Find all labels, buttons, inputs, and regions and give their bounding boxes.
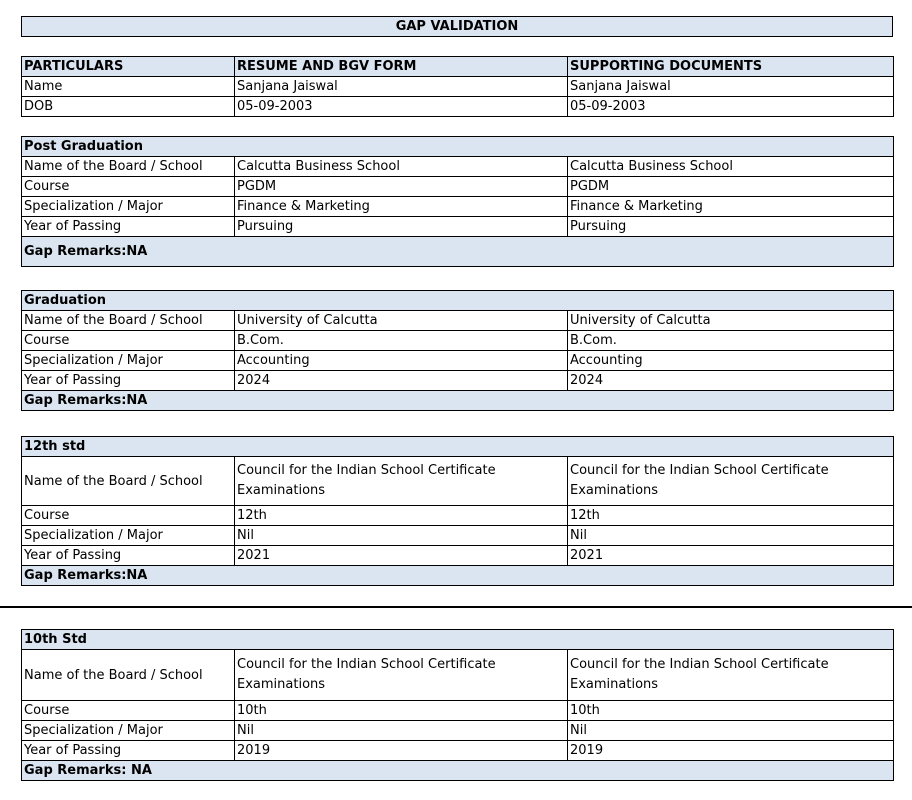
resume-value: 05-09-2003 [235, 97, 568, 117]
row-label: Name of the Board / School [22, 650, 235, 701]
row-label: Name of the Board / School [22, 157, 235, 177]
docs-value: Sanjana Jaiswal [568, 77, 894, 97]
docs-value: Pursuing [568, 217, 894, 237]
resume-value: 10th [235, 701, 568, 721]
resume-value: 2021 [235, 546, 568, 566]
gap-remarks: Gap Remarks:NA [22, 237, 894, 267]
table-row [22, 371, 894, 391]
docs-value: Council for the Indian School Certificate Examinations [568, 457, 894, 506]
table-row [22, 701, 894, 721]
section-title: 12th std [22, 437, 894, 457]
row-label: Year of Passing [22, 217, 235, 237]
row-label: Specialization / Major [22, 351, 235, 371]
docs-value: Accounting [568, 351, 894, 371]
row-label: Specialization / Major [22, 721, 235, 741]
row-label: Specialization / Major [22, 526, 235, 546]
page-break-divider [0, 606, 912, 608]
resume-value: University of Calcutta [235, 311, 568, 331]
header-row [22, 57, 894, 77]
docs-value: 2021 [568, 546, 894, 566]
table-row [22, 157, 894, 177]
docs-value: 2019 [568, 741, 894, 761]
row-label: Specialization / Major [22, 197, 235, 217]
post-graduation-table [21, 136, 894, 267]
resume-value: 12th [235, 506, 568, 526]
table-row [22, 97, 894, 117]
gap-remarks: Gap Remarks: NA [22, 761, 894, 781]
table-row [22, 177, 894, 197]
docs-value: PGDM [568, 177, 894, 197]
resume-value: Council for the Indian School Certificate Examinations [235, 457, 568, 506]
docs-value: Nil [568, 721, 894, 741]
gap-remarks: Gap Remarks:NA [22, 391, 894, 411]
header-particulars: PARTICULARS [22, 57, 235, 77]
resume-value: Calcutta Business School [235, 157, 568, 177]
row-label: Course [22, 506, 235, 526]
resume-value: Accounting [235, 351, 568, 371]
row-label: DOB [22, 97, 235, 117]
header-resume: RESUME AND BGV FORM [235, 57, 568, 77]
table-row [22, 546, 894, 566]
table-row [22, 721, 894, 741]
table-row [22, 311, 894, 331]
title-table [21, 16, 893, 37]
graduation-table [21, 290, 894, 411]
resume-value: Pursuing [235, 217, 568, 237]
resume-value: 2024 [235, 371, 568, 391]
tenth-table [21, 629, 894, 781]
table-row [22, 526, 894, 546]
section-title: Post Graduation [22, 137, 894, 157]
table-row [22, 77, 894, 97]
resume-value: Nil [235, 721, 568, 741]
table-row [22, 197, 894, 217]
resume-value: Finance & Marketing [235, 197, 568, 217]
table-row [22, 457, 894, 506]
table-row [22, 217, 894, 237]
docs-value: B.Com. [568, 331, 894, 351]
row-label: Name [22, 77, 235, 97]
resume-value: Nil [235, 526, 568, 546]
row-label: Course [22, 331, 235, 351]
section-title: 10th Std [22, 630, 894, 650]
personal-table [21, 56, 894, 117]
row-label: Name of the Board / School [22, 311, 235, 331]
table-row [22, 650, 894, 701]
table-row [22, 351, 894, 371]
row-label: Name of the Board / School [22, 457, 235, 506]
row-label: Year of Passing [22, 371, 235, 391]
row-label: Course [22, 701, 235, 721]
docs-value: 05-09-2003 [568, 97, 894, 117]
docs-value: Nil [568, 526, 894, 546]
header-documents: SUPPORTING DOCUMENTS [568, 57, 894, 77]
docs-value: 2024 [568, 371, 894, 391]
table-row [22, 741, 894, 761]
page-title: GAP VALIDATION [22, 17, 893, 37]
docs-value: University of Calcutta [568, 311, 894, 331]
resume-value: B.Com. [235, 331, 568, 351]
docs-value: 10th [568, 701, 894, 721]
twelfth-table [21, 436, 894, 586]
table-row [22, 331, 894, 351]
resume-value: Sanjana Jaiswal [235, 77, 568, 97]
docs-value: 12th [568, 506, 894, 526]
row-label: Year of Passing [22, 741, 235, 761]
row-label: Year of Passing [22, 546, 235, 566]
section-title: Graduation [22, 291, 894, 311]
table-row [22, 506, 894, 526]
docs-value: Finance & Marketing [568, 197, 894, 217]
docs-value: Council for the Indian School Certificate Examinations [568, 650, 894, 701]
docs-value: Calcutta Business School [568, 157, 894, 177]
resume-value: PGDM [235, 177, 568, 197]
resume-value: 2019 [235, 741, 568, 761]
resume-value: Council for the Indian School Certificate Examinations [235, 650, 568, 701]
gap-remarks: Gap Remarks:NA [22, 566, 894, 586]
row-label: Course [22, 177, 235, 197]
